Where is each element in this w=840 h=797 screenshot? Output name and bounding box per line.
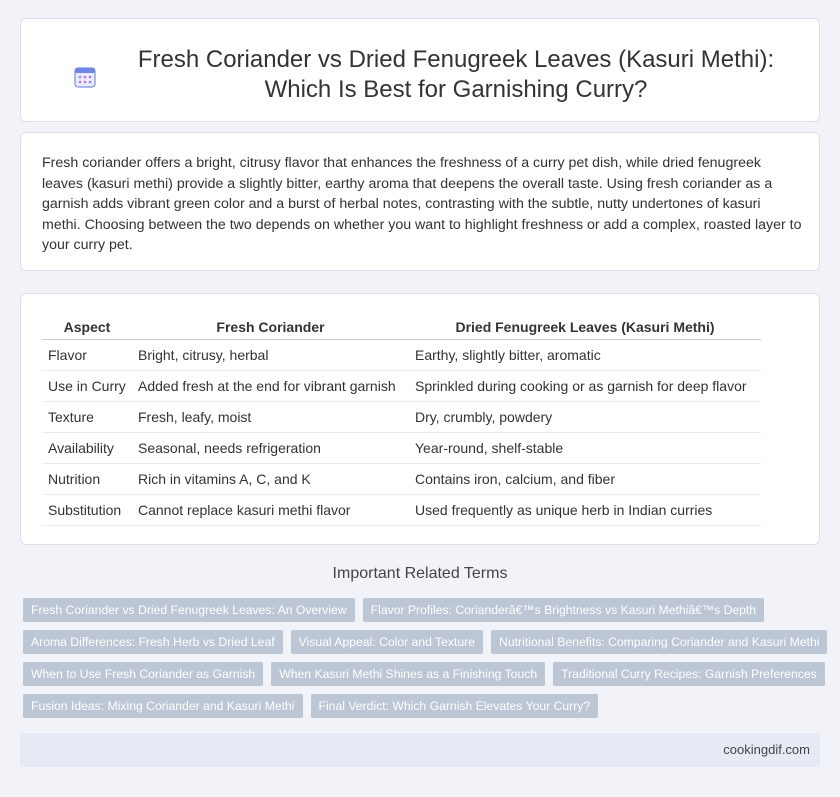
table-cell: Use in Curry bbox=[42, 370, 132, 401]
table-cell: Used frequently as unique herb in Indian curries bbox=[409, 494, 761, 525]
calendar-icon bbox=[73, 65, 97, 89]
table-cell: Flavor bbox=[42, 339, 132, 370]
related-term-tag[interactable]: Final Verdict: Which Garnish Elevates Your Curry? bbox=[311, 694, 599, 718]
table-cell: Cannot replace kasuri methi flavor bbox=[132, 494, 409, 525]
related-term-tag[interactable]: Nutritional Benefits: Comparing Coriander and Kasuri Methi bbox=[491, 630, 827, 654]
table-cell: Fresh, leafy, moist bbox=[132, 401, 409, 432]
table-cell: Seasonal, needs refrigeration bbox=[132, 432, 409, 463]
table-header: Fresh Coriander bbox=[132, 311, 409, 339]
related-term-tag[interactable]: When to Use Fresh Coriander as Garnish bbox=[23, 662, 263, 686]
comparison-table bbox=[42, 311, 761, 526]
related-term-tag[interactable]: Visual Appeal: Color and Texture bbox=[291, 630, 483, 654]
table-cell: Dry, crumbly, powdery bbox=[409, 401, 761, 432]
table-cell: Texture bbox=[42, 401, 132, 432]
table-row bbox=[42, 494, 761, 525]
table-header: Dried Fenugreek Leaves (Kasuri Methi) bbox=[409, 311, 761, 339]
summary-paragraph: Fresh coriander offers a bright, citrusy flavor that enhances the freshness of a curry pet dish, while dried fenugreek leaves (kasuri methi) provide a slightly bitter, earthy aroma that deepens the overall taste. Using fresh coriander as a garnish adds vibrant green color and a burst of herbal notes, contrasting with the subtle, nutty undertones of kasuri methi. Choosing between the two depends on whether you want to highlight freshness or add a complex, roasted layer to your curry pet. bbox=[42, 155, 802, 253]
table-cell: Year-round, shelf-stable bbox=[409, 432, 761, 463]
related-term-tag[interactable]: Aroma Differences: Fresh Herb vs Dried Leaf bbox=[23, 630, 283, 654]
table-row bbox=[42, 432, 761, 463]
related-term-tag[interactable]: Fresh Coriander vs Dried Fenugreek Leaves: An Overview bbox=[23, 598, 355, 622]
title-card bbox=[20, 18, 820, 122]
table-cell: Contains iron, calcium, and fiber bbox=[409, 463, 761, 494]
summary-card bbox=[20, 132, 820, 271]
table-cell: Bright, citrusy, herbal bbox=[132, 339, 409, 370]
footer bbox=[20, 733, 820, 767]
table-cell: Sprinkled during cooking or as garnish for deep flavor bbox=[409, 370, 761, 401]
table-row bbox=[42, 370, 761, 401]
table-cell: Earthy, slightly bitter, aromatic bbox=[409, 339, 761, 370]
comparison-card bbox=[20, 293, 820, 545]
table-row bbox=[42, 463, 761, 494]
table-cell: Nutrition bbox=[42, 463, 132, 494]
page-title: Fresh Coriander vs Dried Fenugreek Leaves (Kasuri Methi): Which Is Best for Garnishing Curry? bbox=[137, 46, 775, 103]
table-header: Aspect bbox=[42, 311, 132, 339]
related-terms-list bbox=[23, 598, 823, 726]
related-term-tag[interactable]: Flavor Profiles: Corianderâ€™s Brightness vs Kasuri Methiâ€™s Depth bbox=[363, 598, 764, 622]
table-row bbox=[42, 401, 761, 432]
table-cell: Added fresh at the end for vibrant garnish bbox=[132, 370, 409, 401]
table-cell: Rich in vitamins A, C, and K bbox=[132, 463, 409, 494]
related-terms-heading: Important Related Terms bbox=[332, 565, 508, 582]
related-term-tag[interactable]: Traditional Curry Recipes: Garnish Preferences bbox=[553, 662, 825, 686]
table-cell: Availability bbox=[42, 432, 132, 463]
related-term-tag[interactable]: Fusion Ideas: Mixing Coriander and Kasuri Methi bbox=[23, 694, 303, 718]
table-row bbox=[42, 339, 761, 370]
table-cell: Substitution bbox=[42, 494, 132, 525]
table-header-row bbox=[42, 311, 761, 339]
related-term-tag[interactable]: When Kasuri Methi Shines as a Finishing Touch bbox=[271, 662, 545, 686]
site-link[interactable]: cookingdif.com bbox=[723, 742, 810, 757]
